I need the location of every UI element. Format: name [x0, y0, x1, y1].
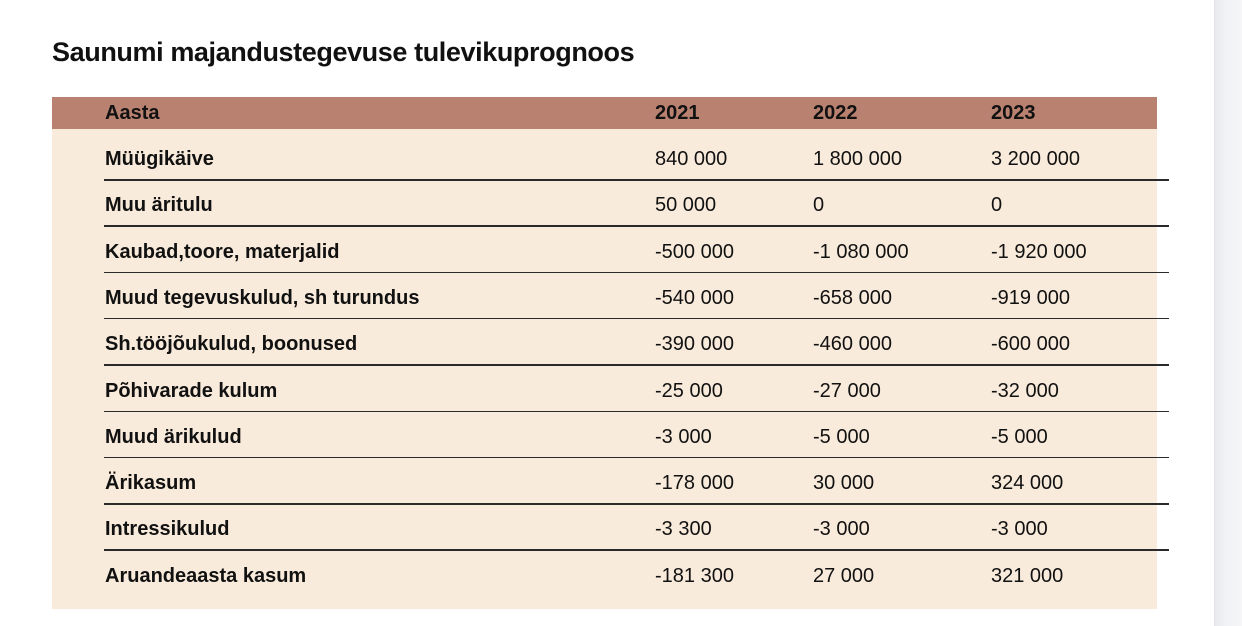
row-value-2021: 50 000 — [655, 194, 717, 217]
row-label: Muu äritulu — [105, 194, 213, 217]
row-label: Põhivarade kulum — [105, 379, 278, 402]
row-value-2022: 27 000 — [813, 564, 875, 587]
row-divider — [104, 549, 1169, 551]
row-value-2023: 321 000 — [991, 564, 1064, 587]
row-value-2023: -5 000 — [991, 425, 1048, 448]
row-value-2021: -25 000 — [655, 379, 723, 402]
row-divider — [104, 457, 1169, 459]
table-header-row — [52, 97, 1157, 129]
row-value-2022: 0 — [813, 194, 825, 217]
row-label: Kaubad,toore, materjalid — [105, 240, 340, 263]
row-divider — [104, 272, 1169, 274]
row-divider — [104, 364, 1169, 366]
row-label: Sh.tööjõukulud, boonused — [105, 333, 358, 356]
header-year-2022: 2022 — [813, 102, 858, 124]
row-value-2023: -1 920 000 — [991, 240, 1087, 263]
page-scroll-gutter — [1214, 0, 1242, 626]
row-divider — [104, 179, 1169, 181]
row-value-2021: 840 000 — [655, 148, 728, 170]
header-label: Aasta — [105, 102, 160, 124]
row-value-2023: 324 000 — [991, 472, 1064, 495]
row-value-2023: -3 000 — [991, 518, 1048, 541]
row-label: Müügikäive — [105, 148, 214, 170]
forecast-table — [52, 97, 1157, 609]
header-year-2023: 2023 — [991, 102, 1036, 124]
row-value-2022: -658 000 — [813, 286, 892, 309]
row-value-2021: -390 000 — [655, 333, 734, 356]
row-value-2022: -5 000 — [813, 425, 870, 448]
row-value-2021: -181 300 — [655, 564, 734, 587]
row-value-2021: -540 000 — [655, 286, 734, 309]
row-value-2023: -32 000 — [991, 379, 1059, 402]
page-title: Saunumi majandustegevuse tulevikuprognoos — [52, 37, 635, 67]
row-value-2022: -460 000 — [813, 333, 892, 356]
header-year-2021: 2021 — [655, 102, 700, 124]
row-divider — [104, 503, 1169, 505]
row-value-2021: -178 000 — [655, 472, 734, 495]
row-divider — [104, 318, 1169, 320]
row-label: Muud tegevuskulud, sh turundus — [105, 286, 420, 309]
row-label: Muud ärikulud — [105, 425, 242, 448]
row-value-2022: -27 000 — [813, 379, 881, 402]
row-value-2023: 3 200 000 — [991, 148, 1080, 170]
row-value-2023: -919 000 — [991, 286, 1070, 309]
row-value-2021: -500 000 — [655, 240, 734, 263]
row-value-2022: -1 080 000 — [813, 240, 909, 263]
row-value-2023: -600 000 — [991, 333, 1070, 356]
row-value-2021: -3 000 — [655, 425, 712, 448]
row-value-2023: 0 — [991, 194, 1003, 217]
row-value-2021: -3 300 — [655, 518, 712, 541]
row-divider — [104, 411, 1169, 413]
row-value-2022: 1 800 000 — [813, 148, 902, 170]
row-label: Ärikasum — [105, 472, 197, 495]
row-value-2022: 30 000 — [813, 472, 875, 495]
row-label: Aruandeaasta kasum — [105, 564, 307, 587]
row-value-2022: -3 000 — [813, 518, 870, 541]
row-divider — [104, 225, 1169, 227]
row-label: Intressikulud — [105, 518, 230, 541]
